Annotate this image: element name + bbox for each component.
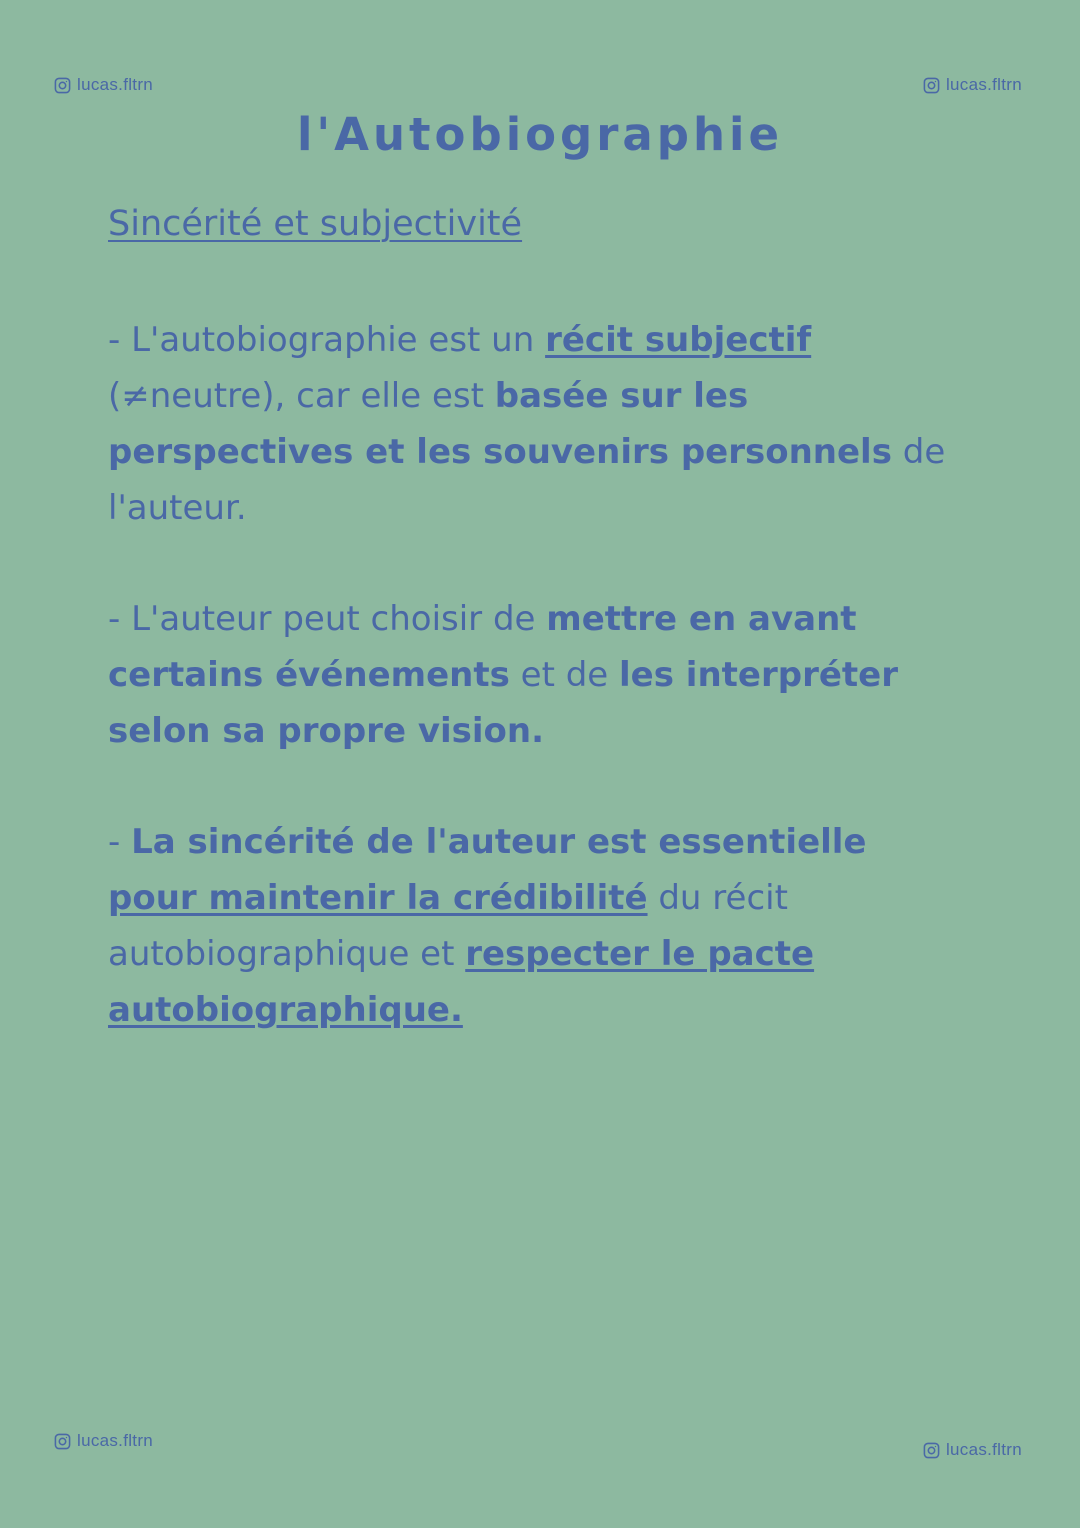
text-segment: - L'autobiographie est un (108, 320, 546, 360)
emphasis-bold: basée sur les perspectives et les souvenirs personnels (108, 376, 892, 472)
text-segment: et de (509, 655, 620, 695)
page-title: l'Autobiographie (296, 108, 783, 161)
watermark-bottom-left (54, 1431, 153, 1451)
emphasis-underlined: respecter le pacte autobiographique. (108, 934, 815, 1030)
paragraph-sincerity (108, 814, 958, 1038)
paragraph-interpretation (108, 591, 958, 759)
instagram-icon (923, 77, 940, 94)
watermark-bottom-right (923, 1440, 1022, 1460)
text-segment: - L'auteur peut choisir de (108, 599, 547, 639)
instagram-icon (54, 77, 71, 94)
text-segment: - (108, 822, 132, 862)
instagram-icon (54, 1433, 71, 1450)
emphasis-underlined: pour maintenir la crédibilité (108, 878, 648, 918)
watermark-handle: lucas.fltrn (77, 75, 154, 94)
watermark-handle: lucas.fltrn (77, 1431, 154, 1450)
text-segment: de l'auteur. (108, 432, 946, 528)
section-heading: Sincérité et subjectivité (108, 204, 523, 244)
emphasis-bold: les interpréter selon sa propre vision. (108, 655, 898, 751)
watermark-handle: lucas.fltrn (945, 1440, 1022, 1459)
watermark-top-right (923, 75, 1022, 95)
emphasis-underlined: récit subjectif (545, 320, 812, 360)
text-segment: du récit autobiographique et (108, 878, 788, 974)
emphasis-bold: La sincérité de l'auteur est essentielle (131, 822, 867, 862)
watermark-handle: lucas.fltrn (945, 75, 1022, 94)
instagram-icon (923, 1442, 940, 1459)
paragraph-subjectivity (108, 312, 958, 536)
emphasis-bold: mettre en avant certains événements (108, 599, 857, 695)
watermark-top-left (54, 75, 153, 95)
text-segment: (≠neutre), car elle est (108, 376, 495, 416)
